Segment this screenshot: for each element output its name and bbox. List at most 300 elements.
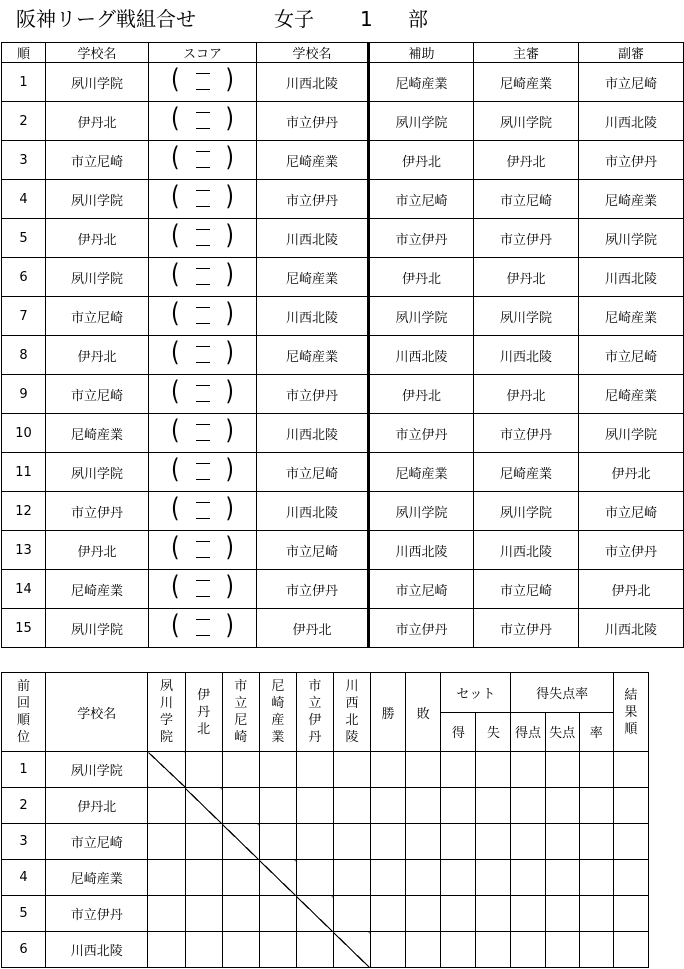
home-school: 夙川学院 xyxy=(46,63,149,102)
header-sub-referee: 副審 xyxy=(579,43,684,63)
points-for-cell xyxy=(511,752,545,788)
referee-school: 市立伊丹 xyxy=(474,609,579,648)
match-result-cell xyxy=(296,752,333,788)
score-line-top xyxy=(196,346,210,347)
header-school: 学校名 xyxy=(46,673,148,752)
match-result-cell xyxy=(148,860,185,896)
home-school: 市立伊丹 xyxy=(46,492,149,531)
score-line-bottom xyxy=(196,128,210,129)
ratio-cell xyxy=(579,860,613,896)
away-school: 川西北陵 xyxy=(257,219,369,258)
referee-school: 市立尼崎 xyxy=(474,570,579,609)
points-against-cell xyxy=(545,788,579,824)
score-brackets xyxy=(149,297,256,335)
sets-lost-cell xyxy=(476,788,511,824)
score-open-bracket: ( xyxy=(171,611,180,642)
title-category: 女子 xyxy=(274,7,314,31)
assist-school: 市立伊丹 xyxy=(369,414,474,453)
score-close-bracket: ) xyxy=(225,260,234,291)
result-rank-cell xyxy=(613,932,648,968)
schedule-row xyxy=(2,63,684,102)
score-cell xyxy=(149,63,257,102)
match-result-cell xyxy=(222,932,259,968)
score-open-bracket: ( xyxy=(171,143,180,174)
match-number: 7 xyxy=(2,297,46,336)
ratio-cell xyxy=(579,788,613,824)
schedule-row xyxy=(2,609,684,648)
match-result-cell xyxy=(185,932,222,968)
home-school: 市立尼崎 xyxy=(46,375,149,414)
match-result-cell xyxy=(185,824,222,860)
header-opponent-2: 伊 丹 北 xyxy=(185,673,222,752)
sets-won-cell xyxy=(441,824,476,860)
away-school: 川西北陵 xyxy=(257,297,369,336)
score-cell xyxy=(149,336,257,375)
assist-school: 尼崎産業 xyxy=(369,453,474,492)
match-result-cell xyxy=(148,932,185,968)
home-school: 市立尼崎 xyxy=(46,297,149,336)
score-cell xyxy=(149,180,257,219)
header-opponent-4: 尼 崎 産 業 xyxy=(259,673,296,752)
score-open-bracket: ( xyxy=(171,455,180,486)
sub-referee-school: 伊丹北 xyxy=(579,570,684,609)
score-close-bracket: ) xyxy=(225,338,234,369)
score-cell xyxy=(149,492,257,531)
header-opponent-5: 市 立 伊 丹 xyxy=(296,673,333,752)
title-main: 阪神リーグ戦組合せ xyxy=(16,7,196,31)
score-line-top xyxy=(196,190,210,191)
score-line-top xyxy=(196,424,210,425)
match-number: 2 xyxy=(2,102,46,141)
score-line-bottom xyxy=(196,479,210,480)
score-close-bracket: ) xyxy=(225,143,234,174)
score-close-bracket: ) xyxy=(225,104,234,135)
match-result-cell xyxy=(259,788,296,824)
score-brackets xyxy=(149,219,256,257)
score-cell xyxy=(149,375,257,414)
match-result-cell xyxy=(333,860,370,896)
schedule-row xyxy=(2,570,684,609)
score-cell xyxy=(149,570,257,609)
home-school: 尼崎産業 xyxy=(46,414,149,453)
match-number: 15 xyxy=(2,609,46,648)
score-open-bracket: ( xyxy=(171,182,180,213)
score-line-bottom xyxy=(196,635,210,636)
match-number: 4 xyxy=(2,180,46,219)
match-result-cell xyxy=(259,896,296,932)
ratio-cell xyxy=(579,932,613,968)
schedule-row xyxy=(2,297,684,336)
referee-school: 川西北陵 xyxy=(474,531,579,570)
header-points-ratio: 得失点率 xyxy=(511,673,613,713)
assist-school: 夙川学院 xyxy=(369,102,474,141)
result-rank-cell xyxy=(613,896,648,932)
away-school: 市立尼崎 xyxy=(257,531,369,570)
score-line-top xyxy=(196,385,210,386)
away-school: 市立伊丹 xyxy=(257,102,369,141)
wins-cell xyxy=(371,860,406,896)
away-school: 市立伊丹 xyxy=(257,570,369,609)
match-number: 12 xyxy=(2,492,46,531)
losses-cell xyxy=(406,896,441,932)
score-line-top xyxy=(196,463,210,464)
referee-school: 川西北陵 xyxy=(474,336,579,375)
score-cell xyxy=(149,219,257,258)
score-close-bracket: ) xyxy=(225,455,234,486)
standings-school: 伊丹北 xyxy=(46,788,148,824)
assist-school: 川西北陵 xyxy=(369,531,474,570)
header-wins: 勝 xyxy=(371,673,406,752)
standings-row xyxy=(2,752,649,788)
standings-row xyxy=(2,824,649,860)
sub-referee-school: 市立尼崎 xyxy=(579,63,684,102)
points-against-cell xyxy=(545,896,579,932)
losses-cell xyxy=(406,752,441,788)
points-for-cell xyxy=(511,824,545,860)
points-against-cell xyxy=(545,860,579,896)
score-open-bracket: ( xyxy=(171,533,180,564)
match-result-cell xyxy=(333,752,370,788)
header-result-rank: 結 果 順 xyxy=(613,673,648,752)
standings-table xyxy=(1,672,649,968)
sub-referee-school: 川西北陵 xyxy=(579,609,684,648)
away-school: 尼崎産業 xyxy=(257,336,369,375)
home-school: 伊丹北 xyxy=(46,102,149,141)
title-division-number: 1 xyxy=(360,7,373,31)
referee-school: 市立尼崎 xyxy=(474,180,579,219)
sub-referee-school: 川西北陵 xyxy=(579,258,684,297)
losses-cell xyxy=(406,788,441,824)
wins-cell xyxy=(371,932,406,968)
points-against-cell xyxy=(545,932,579,968)
assist-school: 伊丹北 xyxy=(369,141,474,180)
score-open-bracket: ( xyxy=(171,572,180,603)
match-result-cell xyxy=(222,788,259,824)
match-result-cell xyxy=(296,788,333,824)
losses-cell xyxy=(406,824,441,860)
score-open-bracket: ( xyxy=(171,299,180,330)
schedule-row xyxy=(2,453,684,492)
header-order: 順 xyxy=(2,43,46,63)
diagonal-cell xyxy=(259,860,296,896)
match-result-cell xyxy=(333,896,370,932)
prev-rank: 4 xyxy=(2,860,46,896)
sets-lost-cell xyxy=(476,752,511,788)
match-result-cell xyxy=(222,896,259,932)
score-close-bracket: ) xyxy=(225,416,234,447)
sub-referee-school: 夙川学院 xyxy=(579,414,684,453)
referee-school: 夙川学院 xyxy=(474,492,579,531)
assist-school: 市立伊丹 xyxy=(369,609,474,648)
match-result-cell xyxy=(148,896,185,932)
score-cell xyxy=(149,102,257,141)
score-brackets xyxy=(149,102,256,140)
referee-school: 伊丹北 xyxy=(474,375,579,414)
sub-referee-school: 市立尼崎 xyxy=(579,492,684,531)
away-school: 川西北陵 xyxy=(257,63,369,102)
diagonal-cell xyxy=(296,896,333,932)
score-line-top xyxy=(196,619,210,620)
losses-cell xyxy=(406,932,441,968)
score-brackets xyxy=(149,63,256,101)
score-open-bracket: ( xyxy=(171,104,180,135)
header-opponent-3: 市 立 尼 崎 xyxy=(222,673,259,752)
match-number: 14 xyxy=(2,570,46,609)
score-open-bracket: ( xyxy=(171,65,180,96)
match-result-cell xyxy=(333,788,370,824)
sub-referee-school: 尼崎産業 xyxy=(579,180,684,219)
score-open-bracket: ( xyxy=(171,377,180,408)
home-school: 伊丹北 xyxy=(46,336,149,375)
score-cell xyxy=(149,414,257,453)
home-school: 伊丹北 xyxy=(46,531,149,570)
header-referee: 主審 xyxy=(474,43,579,63)
standings-row xyxy=(2,860,649,896)
match-result-cell xyxy=(222,860,259,896)
score-line-bottom xyxy=(196,362,210,363)
score-line-top xyxy=(196,268,210,269)
header-opponent-6: 川 西 北 陵 xyxy=(333,673,370,752)
score-open-bracket: ( xyxy=(171,416,180,447)
header-points-for: 得点 xyxy=(511,712,545,752)
sub-referee-school: 夙川学院 xyxy=(579,219,684,258)
diagonal-cell xyxy=(333,932,370,968)
score-line-bottom xyxy=(196,323,210,324)
wins-cell xyxy=(371,788,406,824)
score-cell xyxy=(149,297,257,336)
header-score: スコア xyxy=(149,43,257,63)
score-brackets xyxy=(149,336,256,374)
ratio-cell xyxy=(579,824,613,860)
score-close-bracket: ) xyxy=(225,377,234,408)
result-rank-cell xyxy=(613,752,648,788)
score-brackets xyxy=(149,531,256,569)
match-number: 8 xyxy=(2,336,46,375)
score-close-bracket: ) xyxy=(225,65,234,96)
standings-school: 川西北陵 xyxy=(46,932,148,968)
match-result-cell xyxy=(333,824,370,860)
match-number: 13 xyxy=(2,531,46,570)
score-brackets xyxy=(149,141,256,179)
score-brackets xyxy=(149,453,256,491)
prev-rank: 3 xyxy=(2,824,46,860)
sub-referee-school: 尼崎産業 xyxy=(579,375,684,414)
sets-won-cell xyxy=(441,860,476,896)
score-line-top xyxy=(196,73,210,74)
sub-referee-school: 市立伊丹 xyxy=(579,531,684,570)
wins-cell xyxy=(371,752,406,788)
referee-school: 市立伊丹 xyxy=(474,219,579,258)
match-result-cell xyxy=(148,824,185,860)
points-against-cell xyxy=(545,752,579,788)
result-rank-cell xyxy=(613,860,648,896)
home-school: 尼崎産業 xyxy=(46,570,149,609)
score-line-bottom xyxy=(196,284,210,285)
referee-school: 尼崎産業 xyxy=(474,63,579,102)
result-rank-cell xyxy=(613,788,648,824)
header-points-against: 失点 xyxy=(545,712,579,752)
score-open-bracket: ( xyxy=(171,260,180,291)
wins-cell xyxy=(371,896,406,932)
schedule-row xyxy=(2,180,684,219)
assist-school: 伊丹北 xyxy=(369,258,474,297)
wins-cell xyxy=(371,824,406,860)
match-result-cell xyxy=(296,824,333,860)
schedule-row xyxy=(2,258,684,297)
assist-school: 市立尼崎 xyxy=(369,180,474,219)
score-cell xyxy=(149,141,257,180)
match-result-cell xyxy=(296,860,333,896)
standings-row xyxy=(2,788,649,824)
score-close-bracket: ) xyxy=(225,299,234,330)
schedule-row xyxy=(2,531,684,570)
score-line-bottom xyxy=(196,206,210,207)
home-school: 伊丹北 xyxy=(46,219,149,258)
schedule-row xyxy=(2,141,684,180)
score-cell xyxy=(149,453,257,492)
prev-rank: 5 xyxy=(2,896,46,932)
score-close-bracket: ) xyxy=(225,533,234,564)
header-prev-rank: 前 回 順 位 xyxy=(2,673,46,752)
sets-won-cell xyxy=(441,896,476,932)
match-result-cell xyxy=(296,932,333,968)
score-line-bottom xyxy=(196,518,210,519)
standings-school: 尼崎産業 xyxy=(46,860,148,896)
match-number: 6 xyxy=(2,258,46,297)
schedule-table xyxy=(1,42,684,648)
score-line-bottom xyxy=(196,557,210,558)
score-brackets xyxy=(149,570,256,608)
score-line-top xyxy=(196,151,210,152)
title-division-suffix: 部 xyxy=(408,7,428,31)
schedule-row xyxy=(2,102,684,141)
standings-school: 市立伊丹 xyxy=(46,896,148,932)
away-school: 尼崎産業 xyxy=(257,141,369,180)
referee-school: 伊丹北 xyxy=(474,141,579,180)
assist-school: 夙川学院 xyxy=(369,297,474,336)
score-open-bracket: ( xyxy=(171,221,180,252)
sub-referee-school: 尼崎産業 xyxy=(579,297,684,336)
score-line-top xyxy=(196,541,210,542)
schedule-row xyxy=(2,219,684,258)
schedule-row xyxy=(2,336,684,375)
score-line-bottom xyxy=(196,89,210,90)
away-school: 市立伊丹 xyxy=(257,375,369,414)
match-number: 10 xyxy=(2,414,46,453)
match-result-cell xyxy=(259,752,296,788)
header-sets-lost: 失 xyxy=(476,712,511,752)
score-brackets xyxy=(149,258,256,296)
page-title xyxy=(16,4,676,34)
match-result-cell xyxy=(222,752,259,788)
score-brackets xyxy=(149,414,256,452)
score-close-bracket: ) xyxy=(225,494,234,525)
sub-referee-school: 市立尼崎 xyxy=(579,336,684,375)
match-number: 11 xyxy=(2,453,46,492)
away-school: 尼崎産業 xyxy=(257,258,369,297)
referee-school: 夙川学院 xyxy=(474,297,579,336)
away-school: 市立伊丹 xyxy=(257,180,369,219)
score-brackets xyxy=(149,375,256,413)
points-for-cell xyxy=(511,788,545,824)
assist-school: 夙川学院 xyxy=(369,492,474,531)
sub-referee-school: 伊丹北 xyxy=(579,453,684,492)
sets-lost-cell xyxy=(476,932,511,968)
score-brackets xyxy=(149,492,256,530)
assist-school: 尼崎産業 xyxy=(369,63,474,102)
match-number: 1 xyxy=(2,63,46,102)
score-line-top xyxy=(196,229,210,230)
away-school: 川西北陵 xyxy=(257,492,369,531)
score-line-bottom xyxy=(196,401,210,402)
schedule-row xyxy=(2,375,684,414)
match-result-cell xyxy=(259,824,296,860)
ratio-cell xyxy=(579,896,613,932)
sets-won-cell xyxy=(441,752,476,788)
score-close-bracket: ) xyxy=(225,182,234,213)
ratio-cell xyxy=(579,752,613,788)
score-brackets xyxy=(149,180,256,218)
prev-rank: 1 xyxy=(2,752,46,788)
assist-school: 市立尼崎 xyxy=(369,570,474,609)
diagonal-cell xyxy=(148,752,185,788)
standings-row xyxy=(2,896,649,932)
standings-school: 夙川学院 xyxy=(46,752,148,788)
away-school: 市立尼崎 xyxy=(257,453,369,492)
referee-school: 尼崎産業 xyxy=(474,453,579,492)
score-close-bracket: ) xyxy=(225,572,234,603)
score-line-top xyxy=(196,112,210,113)
sub-referee-school: 市立伊丹 xyxy=(579,141,684,180)
score-line-bottom xyxy=(196,167,210,168)
sets-won-cell xyxy=(441,932,476,968)
sets-lost-cell xyxy=(476,896,511,932)
match-result-cell xyxy=(148,788,185,824)
score-line-bottom xyxy=(196,596,210,597)
score-line-top xyxy=(196,502,210,503)
home-school: 夙川学院 xyxy=(46,258,149,297)
match-number: 3 xyxy=(2,141,46,180)
score-close-bracket: ) xyxy=(225,221,234,252)
referee-school: 夙川学院 xyxy=(474,102,579,141)
result-rank-cell xyxy=(613,824,648,860)
score-close-bracket: ) xyxy=(225,611,234,642)
away-school: 川西北陵 xyxy=(257,414,369,453)
header-school-home: 学校名 xyxy=(46,43,149,63)
standings-school: 市立尼崎 xyxy=(46,824,148,860)
home-school: 夙川学院 xyxy=(46,609,149,648)
header-assist: 補助 xyxy=(369,43,474,63)
home-school: 市立尼崎 xyxy=(46,141,149,180)
header-sets-won: 得 xyxy=(441,712,476,752)
points-for-cell xyxy=(511,896,545,932)
score-line-top xyxy=(196,307,210,308)
assist-school: 川西北陵 xyxy=(369,336,474,375)
sub-referee-school: 川西北陵 xyxy=(579,102,684,141)
referee-school: 市立伊丹 xyxy=(474,414,579,453)
score-open-bracket: ( xyxy=(171,338,180,369)
score-line-bottom xyxy=(196,245,210,246)
prev-rank: 2 xyxy=(2,788,46,824)
schedule-header-row xyxy=(2,43,684,63)
header-losses: 敗 xyxy=(406,673,441,752)
schedule-row xyxy=(2,492,684,531)
assist-school: 市立伊丹 xyxy=(369,219,474,258)
sets-won-cell xyxy=(441,788,476,824)
header-ratio: 率 xyxy=(579,712,613,752)
header-school-away: 学校名 xyxy=(257,43,369,63)
referee-school: 伊丹北 xyxy=(474,258,579,297)
